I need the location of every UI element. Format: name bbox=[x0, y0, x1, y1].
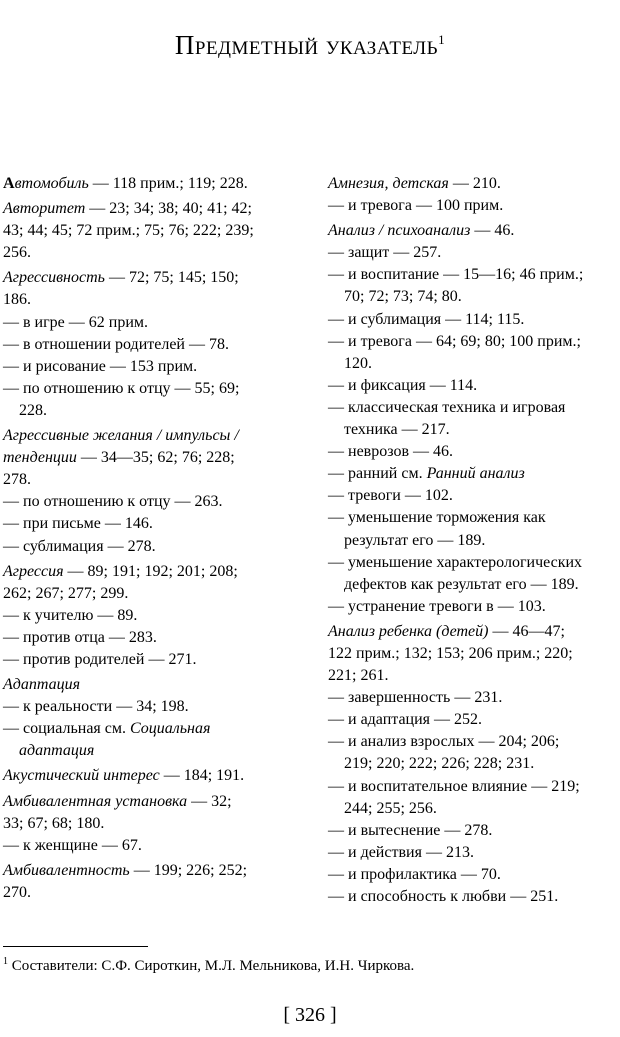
index-text: — и воспитательное влияние — 219; bbox=[328, 777, 580, 795]
index-line bbox=[3, 425, 303, 447]
index-text: — 23; 34; 38; 40; 41; 42; bbox=[85, 200, 252, 218]
index-line bbox=[328, 687, 620, 709]
index-line bbox=[3, 765, 303, 787]
footnote-text: Составители: С.Ф. Сироткин, М.Л. Мельникова, И.Н. Чиркова. bbox=[11, 958, 415, 974]
index-line bbox=[328, 552, 620, 574]
index-line bbox=[328, 264, 620, 286]
index-text: — защит — 257. bbox=[328, 244, 442, 262]
index-term: Акустический интерес bbox=[3, 767, 160, 785]
index-line bbox=[3, 469, 303, 491]
index-text: — к реальности — 34; 198. bbox=[3, 698, 189, 716]
index-line bbox=[328, 621, 620, 643]
index-term: Агрессивность bbox=[3, 269, 105, 287]
index-line bbox=[328, 842, 620, 864]
index-line bbox=[3, 860, 303, 882]
index-text: — уменьшение характерологических bbox=[328, 553, 583, 571]
index-line bbox=[3, 400, 303, 422]
index-text: дефектов как результат его — 189. bbox=[328, 575, 579, 593]
index-line bbox=[328, 463, 620, 485]
index-text: — уменьшение торможения как bbox=[328, 509, 546, 527]
index-term: Адаптация bbox=[3, 676, 81, 694]
index-text: 120. bbox=[328, 354, 372, 372]
index-text: — и рисование — 153 прим. bbox=[3, 357, 198, 375]
index-term: Анализ ребенка (детей) bbox=[328, 622, 489, 640]
index-line bbox=[328, 286, 620, 308]
index-text: 122 прим.; 132; 153; 206 прим.; 220; bbox=[328, 644, 573, 662]
index-text: 33; 67; 68; 180. bbox=[3, 814, 105, 832]
index-line bbox=[3, 173, 303, 195]
index-line bbox=[328, 574, 620, 596]
index-text: — 89; 191; 192; 201; 208; bbox=[63, 562, 238, 580]
index-line bbox=[3, 447, 303, 469]
index-line bbox=[3, 561, 303, 583]
footnote-divider bbox=[3, 946, 148, 947]
index-line bbox=[328, 441, 620, 463]
index-column-right bbox=[328, 173, 620, 908]
index-line bbox=[328, 665, 620, 687]
index-text: — и воспитание — 15—16; 46 прим.; bbox=[328, 266, 584, 284]
index-text: — по отношению к отцу — 55; 69; bbox=[3, 379, 240, 397]
index-text: — к женщине — 67. bbox=[3, 836, 142, 854]
index-term: Амбивалентная установка bbox=[3, 792, 188, 810]
index-line bbox=[328, 173, 620, 195]
index-line bbox=[3, 627, 303, 649]
index-line bbox=[3, 334, 303, 356]
index-line bbox=[328, 864, 620, 886]
index-line bbox=[328, 798, 620, 820]
page-number: [ 326 ] bbox=[283, 1004, 337, 1026]
index-text: — и действия — 213. bbox=[328, 843, 474, 861]
index-line bbox=[3, 835, 303, 857]
index-term: Социальная bbox=[130, 720, 211, 738]
index-line bbox=[3, 267, 303, 289]
index-text: — социальная см. bbox=[3, 720, 130, 738]
index-text: 43; 44; 45; 72 прим.; 75; 76; 222; 239; bbox=[3, 222, 254, 240]
index-text: — 46—47; bbox=[488, 622, 565, 640]
index-term: Авторитет bbox=[3, 200, 86, 218]
index-line bbox=[328, 309, 620, 331]
index-line bbox=[328, 195, 620, 217]
index-line bbox=[328, 397, 620, 419]
index-text: — 184; 191. bbox=[159, 767, 245, 785]
index-text: — и вытеснение — 278. bbox=[328, 821, 493, 839]
index-line bbox=[3, 583, 303, 605]
index-line bbox=[328, 820, 620, 842]
index-text: 221; 261. bbox=[328, 667, 389, 685]
index-text: — в игре — 62 прим. bbox=[3, 313, 149, 331]
index-line bbox=[3, 718, 303, 740]
index-column-left bbox=[3, 173, 303, 904]
index-text: техника — 217. bbox=[328, 421, 450, 439]
index-text: — по отношению к отцу — 263. bbox=[3, 493, 223, 511]
index-text: — и тревога — 100 прим. bbox=[328, 197, 504, 215]
index-line bbox=[328, 596, 620, 618]
index-text: 228. bbox=[3, 401, 47, 419]
index-text: — против родителей — 271. bbox=[3, 650, 197, 668]
index-line bbox=[3, 649, 303, 671]
index-text: — при письме — 146. bbox=[3, 515, 153, 533]
index-text: — неврозов — 46. bbox=[328, 443, 453, 461]
page-title-text: Предметный указатель bbox=[174, 30, 439, 60]
index-text: — сублимация — 278. bbox=[3, 537, 156, 555]
index-line bbox=[328, 643, 620, 665]
index-text: — классическая техника и игровая bbox=[328, 398, 566, 416]
index-text: — в отношении родителей — 78. bbox=[3, 335, 229, 353]
index-line bbox=[328, 507, 620, 529]
index-line bbox=[328, 709, 620, 731]
index-term: Агрессивные желания / импульсы / bbox=[3, 427, 239, 445]
index-text: 70; 72; 73; 74; 80. bbox=[328, 288, 462, 306]
index-line bbox=[328, 485, 620, 507]
index-line bbox=[3, 513, 303, 535]
index-text: — и анализ взрослых — 204; 206; bbox=[328, 733, 560, 751]
index-term: адаптация bbox=[3, 742, 95, 760]
index-line bbox=[328, 242, 620, 264]
index-text: — и фиксация — 114. bbox=[328, 376, 478, 394]
index-line bbox=[3, 536, 303, 558]
index-text: — и способность к любви — 251. bbox=[328, 888, 559, 905]
page-title bbox=[0, 30, 620, 61]
index-line bbox=[3, 198, 303, 220]
index-term: Агрессия bbox=[3, 562, 64, 580]
index-text: — 46. bbox=[470, 222, 515, 240]
index-text: 219; 220; 222; 226; 228; 231. bbox=[328, 755, 535, 773]
index-line bbox=[328, 220, 620, 242]
index-term: Амнезия, детская bbox=[328, 175, 449, 192]
index-line bbox=[3, 289, 303, 311]
index-text: — 118 прим.; 119; 228. bbox=[88, 175, 248, 192]
index-text: — против отца — 283. bbox=[3, 628, 157, 646]
index-text: 186. bbox=[3, 291, 31, 309]
index-text: — устранение тревоги в — 103. bbox=[328, 597, 546, 615]
index-text: 262; 267; 277; 299. bbox=[3, 584, 129, 602]
index-line bbox=[3, 740, 303, 762]
index-line bbox=[328, 886, 620, 908]
index-initial: А bbox=[3, 175, 15, 192]
index-line bbox=[328, 331, 620, 353]
index-line bbox=[3, 312, 303, 334]
index-term: втомобиль bbox=[14, 175, 89, 192]
footnote-marker: 1 bbox=[3, 956, 8, 967]
index-text: — и адаптация — 252. bbox=[328, 711, 483, 729]
index-text: — 199; 226; 252; bbox=[129, 861, 248, 879]
index-term: Анализ / психоанализ bbox=[328, 222, 471, 240]
index-line bbox=[3, 605, 303, 627]
index-text: — ранний см. bbox=[328, 465, 427, 483]
index-line bbox=[328, 731, 620, 753]
index-text: результат его — 189. bbox=[328, 531, 486, 549]
index-line bbox=[3, 791, 303, 813]
index-text: 270. bbox=[3, 883, 31, 901]
index-text: — 32; bbox=[187, 792, 232, 810]
index-line bbox=[3, 220, 303, 242]
index-term: Амбивалентность bbox=[3, 861, 130, 879]
index-text: 244; 255; 256. bbox=[328, 799, 437, 817]
index-line bbox=[3, 378, 303, 400]
index-text: — завершенность — 231. bbox=[328, 689, 503, 707]
index-line bbox=[3, 696, 303, 718]
index-line bbox=[3, 813, 303, 835]
index-text: — 210. bbox=[448, 175, 501, 192]
index-text: — 72; 75; 145; 150; bbox=[104, 269, 239, 287]
index-line bbox=[328, 419, 620, 441]
index-text: 278. bbox=[3, 471, 31, 489]
index-text: — и профилактика — 70. bbox=[328, 865, 501, 883]
index-line bbox=[3, 491, 303, 513]
index-text: — тревоги — 102. bbox=[328, 487, 453, 505]
index-term: тенденции bbox=[3, 449, 77, 467]
index-text: — и сублимация — 114; 115. bbox=[328, 310, 525, 328]
index-line bbox=[3, 882, 303, 904]
index-line bbox=[328, 776, 620, 798]
index-line bbox=[3, 242, 303, 264]
index-line bbox=[3, 356, 303, 378]
index-text: — и тревога — 64; 69; 80; 100 прим.; bbox=[328, 332, 581, 350]
index-line bbox=[328, 353, 620, 375]
index-line bbox=[328, 375, 620, 397]
title-footnote-marker: 1 bbox=[438, 32, 446, 47]
index-term: Ранний анализ bbox=[426, 465, 525, 483]
index-text: 256. bbox=[3, 244, 31, 262]
index-line bbox=[328, 753, 620, 775]
index-text: — 34—35; 62; 76; 228; bbox=[76, 449, 235, 467]
footnote bbox=[3, 956, 414, 975]
index-line bbox=[3, 674, 303, 696]
index-line bbox=[328, 530, 620, 552]
index-text: — к учителю — 89. bbox=[3, 606, 138, 624]
